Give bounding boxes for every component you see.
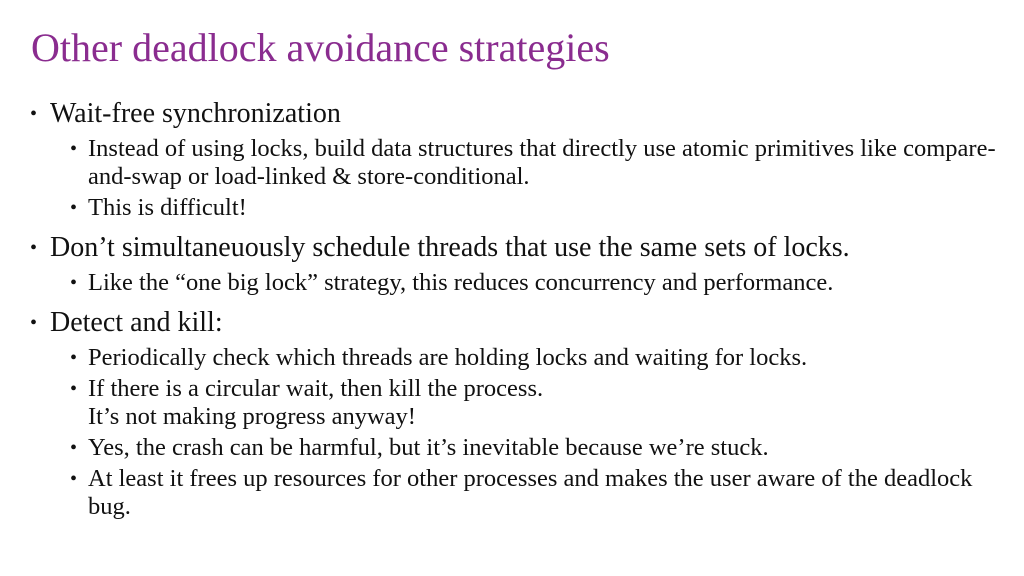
- bullet-icon: •: [70, 347, 78, 369]
- bullet-item-schedule: [30, 230, 1005, 266]
- bullet-icon: •: [70, 378, 78, 400]
- sub-bullet-text: At least it frees up resources for other processes and makes the user aware of the deadlock bug.: [88, 465, 973, 520]
- sub-bullet-text: Instead of using locks, build data structures that directly use atomic primitives like compare-and-swap or load-linked & store-conditional.: [88, 135, 996, 190]
- bullet-item-wait-free: [30, 96, 1005, 132]
- sub-bullet-text: Periodically check which threads are holding locks and waiting for locks.: [88, 344, 808, 371]
- bullet-text: Detect and kill:: [50, 307, 223, 338]
- bullet-text: Don’t simultaneuously schedule threads that use the same sets of locks.: [50, 232, 850, 263]
- bullet-icon: •: [70, 437, 78, 459]
- sub-bullet-item: [30, 375, 1005, 431]
- bullet-text: Wait-free synchronization: [50, 98, 341, 129]
- slide-title: Other deadlock avoidance strategies: [31, 25, 610, 70]
- bullet-icon: •: [30, 237, 38, 259]
- sub-bullet-item: [30, 344, 1005, 372]
- bullet-item-detect-and-kill: [30, 305, 1005, 341]
- sub-bullet-item: [30, 465, 1005, 521]
- sub-bullet-item: [30, 194, 1005, 222]
- bullet-icon: •: [30, 103, 38, 125]
- bullet-icon: •: [70, 138, 78, 160]
- bullet-icon: •: [70, 272, 78, 294]
- sub-bullet-item: [30, 135, 1005, 191]
- sub-bullet-text: If there is a circular wait, then kill the process. It’s not making progress anyway!: [88, 375, 544, 430]
- sub-bullet-item: [30, 434, 1005, 462]
- bullet-icon: •: [70, 468, 78, 490]
- sub-bullet-text: Yes, the crash can be harmful, but it’s inevitable because we’re stuck.: [88, 434, 769, 461]
- sub-bullet-text: Like the “one big lock” strategy, this reduces concurrency and performance.: [88, 269, 834, 296]
- bullet-icon: •: [30, 312, 38, 334]
- sub-bullet-item: [30, 269, 1005, 297]
- slide-content: [30, 96, 1005, 521]
- bullet-icon: •: [70, 197, 78, 219]
- sub-bullet-text: This is difficult!: [88, 194, 247, 221]
